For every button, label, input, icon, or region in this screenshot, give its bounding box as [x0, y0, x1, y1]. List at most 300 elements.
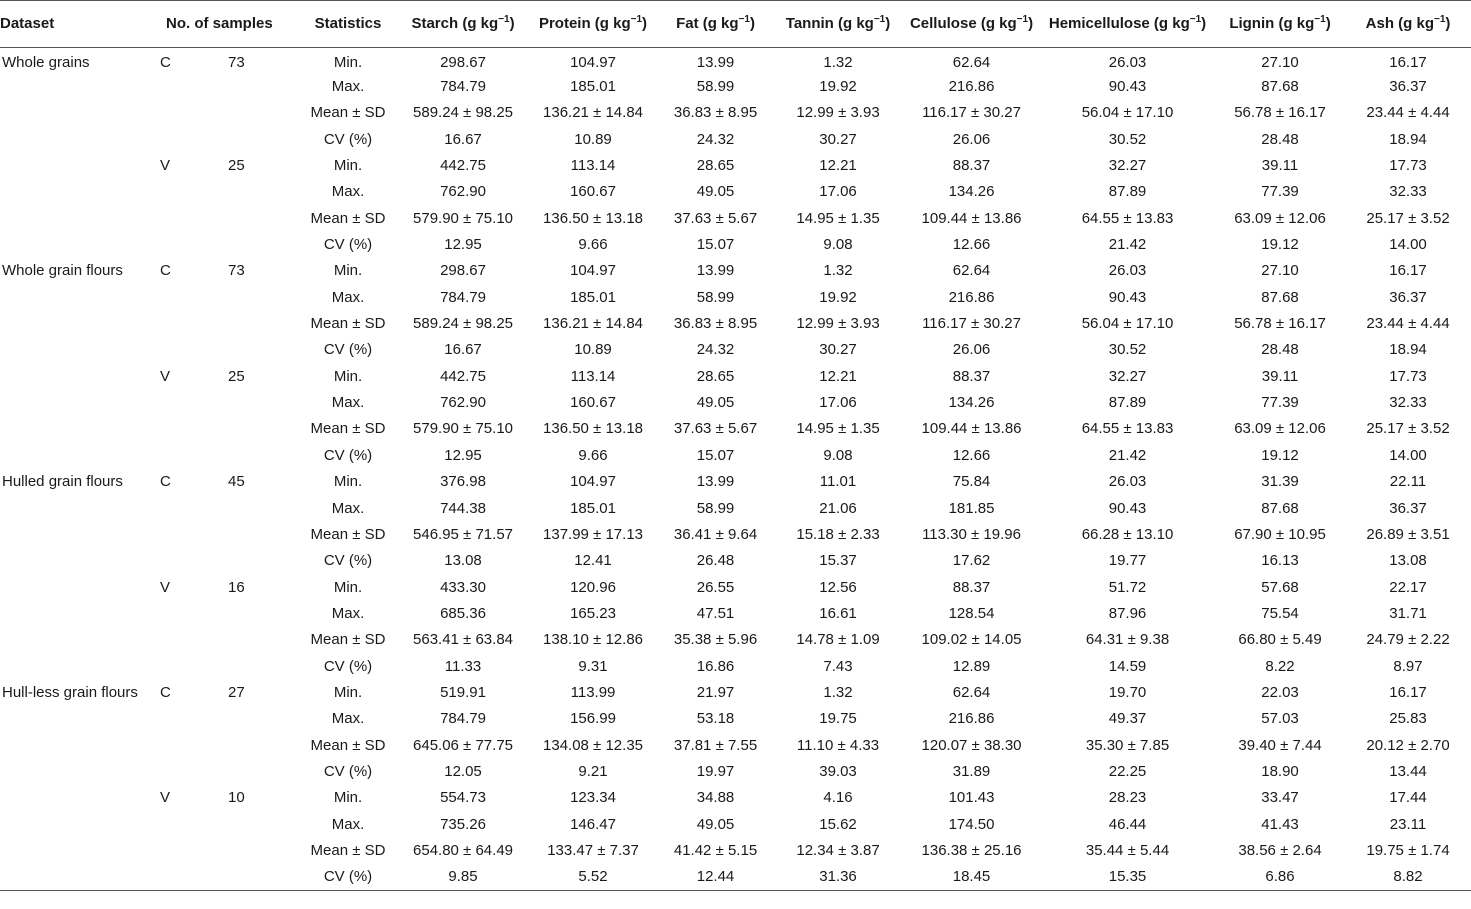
- hemicellulose-value-cell: 64.31 ± 9.38: [1085, 631, 1170, 649]
- tannin-value-cell: 14.78 ± 1.09: [796, 631, 880, 649]
- samples-cell: [198, 758, 298, 784]
- protein-value-cell: 133.47 ± 7.37: [547, 841, 639, 859]
- fat-value-cell: 58.99: [696, 288, 735, 306]
- hemicellulose-value-cell: 56.04 ± 17.10: [1081, 315, 1174, 333]
- header-statistics: Statistics: [298, 1, 398, 47]
- fat-value-cell: 49.05: [696, 815, 735, 833]
- statistic-cell: CV (%): [323, 657, 373, 675]
- lignin-value-cell: 41.43: [1261, 815, 1299, 833]
- cellulose-value-cell: 62.64: [952, 262, 991, 280]
- dataset-cell: [0, 310, 150, 336]
- samples-cell: [198, 310, 298, 336]
- header-cellulose: Cellulose (g $kg^{-1}$): [903, 1, 1040, 47]
- protein-value-cell: 123.34: [570, 789, 616, 807]
- ash-value-cell: 23.44 ± 4.44: [1366, 315, 1450, 333]
- hemicellulose-value-cell: 46.44: [1108, 815, 1147, 833]
- cellulose-value-cell: 134.26: [948, 394, 995, 412]
- group-cell: [150, 600, 198, 626]
- ash-value-cell: 13.08: [1389, 552, 1427, 570]
- samples-cell: [198, 706, 298, 732]
- samples-cell: [198, 627, 298, 653]
- dataset-cell: Whole grain flours: [2, 262, 123, 280]
- hemicellulose-value-cell: 19.77: [1108, 552, 1147, 570]
- ash-value-cell: 32.33: [1389, 183, 1427, 201]
- lignin-value-cell: 39.11: [1261, 157, 1299, 175]
- starch-value-cell: 442.75: [440, 157, 486, 175]
- tannin-value-cell: 39.03: [819, 762, 857, 780]
- statistic-cell: Min.: [333, 54, 363, 72]
- statistic-cell: Min.: [333, 683, 363, 701]
- dataset-cell: [0, 152, 150, 178]
- dataset-cell: [0, 495, 150, 521]
- statistic-cell: Max.: [331, 499, 365, 517]
- header-tannin: Tannin (g $kg^{-1}$): [773, 1, 903, 47]
- fat-value-cell: 37.63 ± 5.67: [673, 420, 758, 438]
- fat-value-cell: 21.97: [696, 683, 735, 701]
- table-row: [0, 152, 1471, 178]
- samples-cell: [198, 521, 298, 547]
- group-cell: V: [160, 157, 171, 175]
- table-row: [0, 679, 1471, 705]
- lignin-value-cell: 28.48: [1261, 341, 1299, 359]
- ash-value-cell: 17.73: [1389, 157, 1427, 175]
- fat-value-cell: 37.81 ± 7.55: [673, 736, 758, 754]
- table-row: [0, 653, 1471, 679]
- fat-value-cell: 13.99: [696, 54, 735, 72]
- cellulose-value-cell: 181.85: [948, 499, 995, 517]
- fat-value-cell: 13.99: [696, 473, 735, 491]
- protein-value-cell: 12.41: [574, 552, 612, 570]
- group-cell: [150, 627, 198, 653]
- protein-value-cell: 136.21 ± 14.84: [543, 315, 643, 333]
- protein-value-cell: 185.01: [570, 78, 616, 96]
- hemicellulose-value-cell: 64.55 ± 13.83: [1081, 209, 1174, 227]
- ash-value-cell: 25.17 ± 3.52: [1366, 209, 1450, 227]
- table-row: [0, 600, 1471, 626]
- statistic-cell: Max.: [331, 288, 365, 306]
- group-cell: [150, 231, 198, 257]
- cellulose-value-cell: 109.44 ± 13.86: [921, 420, 1022, 438]
- protein-value-cell: 160.67: [570, 394, 616, 412]
- fat-value-cell: 47.51: [696, 604, 735, 622]
- lignin-value-cell: 33.47: [1261, 789, 1299, 807]
- cellulose-value-cell: 62.64: [952, 54, 991, 72]
- lignin-value-cell: 56.78 ± 16.17: [1234, 104, 1326, 122]
- ash-value-cell: 36.37: [1389, 288, 1427, 306]
- ash-value-cell: 8.97: [1393, 657, 1423, 675]
- samples-cell: [198, 837, 298, 863]
- protein-value-cell: 156.99: [570, 710, 616, 728]
- hemicellulose-value-cell: 66.28 ± 13.10: [1081, 525, 1174, 543]
- protein-value-cell: 146.47: [570, 815, 616, 833]
- protein-value-cell: 160.67: [570, 183, 616, 201]
- hemicellulose-value-cell: 64.55 ± 13.83: [1081, 420, 1174, 438]
- protein-value-cell: 5.52: [578, 868, 608, 886]
- lignin-value-cell: 56.78 ± 16.17: [1234, 315, 1326, 333]
- statistic-cell: CV (%): [323, 130, 373, 148]
- ash-value-cell: 19.75 ± 1.74: [1366, 841, 1450, 859]
- dataset-cell: Hull-less grain flours: [2, 683, 138, 701]
- starch-value-cell: 579.90 ± 75.10: [413, 420, 513, 438]
- protein-value-cell: 136.21 ± 14.84: [543, 104, 643, 122]
- tannin-value-cell: 19.92: [819, 78, 857, 96]
- hemicellulose-value-cell: 32.27: [1108, 367, 1147, 385]
- dataset-cell: [0, 100, 150, 126]
- statistic-cell: CV (%): [323, 868, 373, 886]
- starch-value-cell: 16.67: [444, 130, 482, 148]
- dataset-cell: [0, 548, 150, 574]
- group-cell: [150, 389, 198, 415]
- hemicellulose-value-cell: 56.04 ± 17.10: [1081, 104, 1174, 122]
- tannin-value-cell: 12.99 ± 3.93: [796, 315, 880, 333]
- tannin-value-cell: 12.21: [819, 157, 857, 175]
- group-cell: [150, 126, 198, 152]
- group-cell: [150, 548, 198, 574]
- ash-value-cell: 25.17 ± 3.52: [1366, 420, 1450, 438]
- dataset-cell: [0, 337, 150, 363]
- starch-value-cell: 519.91: [440, 683, 486, 701]
- ash-value-cell: 13.44: [1389, 762, 1427, 780]
- group-cell: [150, 179, 198, 205]
- protein-value-cell: 185.01: [570, 499, 616, 517]
- starch-value-cell: 589.24 ± 98.25: [413, 104, 513, 122]
- hemicellulose-value-cell: 87.89: [1108, 394, 1147, 412]
- protein-value-cell: 113.14: [570, 367, 616, 385]
- group-cell: C: [160, 54, 171, 72]
- table-body: [0, 47, 1471, 890]
- statistic-cell: Mean ± SD: [310, 104, 386, 122]
- group-cell: C: [160, 473, 171, 491]
- ash-value-cell: 26.89 ± 3.51: [1366, 525, 1450, 543]
- samples-cell: [198, 442, 298, 468]
- starch-value-cell: 16.67: [444, 341, 482, 359]
- group-cell: [150, 205, 198, 231]
- tannin-value-cell: 14.95 ± 1.35: [796, 209, 880, 227]
- hemicellulose-value-cell: 19.70: [1108, 683, 1147, 701]
- cellulose-value-cell: 109.44 ± 13.86: [921, 209, 1022, 227]
- table-row: [0, 706, 1471, 732]
- dataset-cell: [0, 416, 150, 442]
- dataset-cell: [0, 389, 150, 415]
- tannin-value-cell: 12.56: [819, 578, 857, 596]
- group-cell: C: [160, 683, 171, 701]
- group-cell: [150, 837, 198, 863]
- hemicellulose-value-cell: 30.52: [1108, 341, 1147, 359]
- protein-value-cell: 104.97: [570, 262, 616, 280]
- cellulose-value-cell: 134.26: [948, 183, 995, 201]
- dataset-cell: [0, 837, 150, 863]
- lignin-value-cell: 31.39: [1261, 473, 1299, 491]
- hemicellulose-value-cell: 26.03: [1108, 54, 1147, 72]
- table-row: [0, 231, 1471, 257]
- table-row: [0, 310, 1471, 336]
- protein-value-cell: 9.31: [578, 657, 608, 675]
- samples-cell: 27: [228, 683, 245, 701]
- starch-value-cell: 735.26: [440, 815, 486, 833]
- samples-cell: [198, 205, 298, 231]
- samples-cell: [198, 100, 298, 126]
- starch-value-cell: 11.33: [444, 657, 482, 675]
- table-row: [0, 442, 1471, 468]
- protein-value-cell: 9.66: [578, 446, 608, 464]
- lignin-value-cell: 39.40 ± 7.44: [1238, 736, 1322, 754]
- dataset-cell: [0, 627, 150, 653]
- group-cell: [150, 811, 198, 837]
- tannin-value-cell: 12.34 ± 3.87: [796, 841, 880, 859]
- lignin-value-cell: 39.11: [1261, 367, 1299, 385]
- group-cell: [150, 706, 198, 732]
- group-cell: [150, 732, 198, 758]
- samples-cell: [198, 416, 298, 442]
- table-row: [0, 258, 1471, 284]
- tannin-value-cell: 17.06: [819, 394, 857, 412]
- tannin-value-cell: 1.32: [823, 683, 853, 701]
- statistic-cell: Min.: [333, 789, 363, 807]
- header-protein: Protein (g $kg^{-1}$): [528, 1, 658, 47]
- tannin-value-cell: 19.92: [819, 288, 857, 306]
- table-row: [0, 47, 1471, 73]
- table-row: [0, 337, 1471, 363]
- lignin-value-cell: 66.80 ± 5.49: [1238, 631, 1322, 649]
- cellulose-value-cell: 18.45: [952, 868, 991, 886]
- tannin-value-cell: 15.62: [819, 815, 857, 833]
- statistic-cell: CV (%): [323, 341, 373, 359]
- starch-value-cell: 589.24 ± 98.25: [413, 315, 513, 333]
- statistic-cell: Min.: [333, 157, 363, 175]
- ash-value-cell: 23.11: [1389, 815, 1427, 833]
- lignin-value-cell: 19.12: [1261, 446, 1299, 464]
- tannin-value-cell: 17.06: [819, 183, 857, 201]
- ash-value-cell: 23.44 ± 4.44: [1366, 104, 1450, 122]
- group-cell: [150, 442, 198, 468]
- fat-value-cell: 37.63 ± 5.67: [673, 209, 758, 227]
- cellulose-value-cell: 88.37: [952, 367, 991, 385]
- header-hemicellulose: Hemicellulose (g $kg^{-1}$): [1040, 1, 1215, 47]
- dataset-cell: [0, 811, 150, 837]
- samples-cell: 73: [228, 54, 245, 72]
- table-row: [0, 864, 1471, 890]
- ash-value-cell: 18.94: [1389, 130, 1427, 148]
- cellulose-value-cell: 17.62: [952, 552, 991, 570]
- tannin-value-cell: 30.27: [819, 130, 857, 148]
- dataset-cell: Hulled grain flours: [2, 473, 123, 491]
- hemicellulose-value-cell: 30.52: [1108, 130, 1147, 148]
- starch-value-cell: 442.75: [440, 367, 486, 385]
- ash-value-cell: 22.17: [1389, 578, 1427, 596]
- table-row: [0, 284, 1471, 310]
- hemicellulose-value-cell: 90.43: [1108, 499, 1147, 517]
- lignin-value-cell: 75.54: [1261, 604, 1299, 622]
- table-row: [0, 126, 1471, 152]
- table-row: [0, 389, 1471, 415]
- fat-value-cell: 15.07: [696, 236, 735, 254]
- tannin-value-cell: 7.43: [823, 657, 853, 675]
- statistic-cell: CV (%): [323, 762, 373, 780]
- lignin-value-cell: 77.39: [1261, 394, 1299, 412]
- ash-value-cell: 36.37: [1389, 78, 1427, 96]
- lignin-value-cell: 16.13: [1261, 552, 1299, 570]
- cellulose-value-cell: 128.54: [948, 604, 995, 622]
- group-cell: C: [160, 262, 171, 280]
- lignin-value-cell: 38.56 ± 2.64: [1238, 841, 1322, 859]
- table-row: [0, 521, 1471, 547]
- ash-value-cell: 16.17: [1389, 54, 1427, 72]
- protein-value-cell: 104.97: [570, 54, 616, 72]
- statistic-cell: Min.: [333, 578, 363, 596]
- ash-value-cell: 16.17: [1389, 262, 1427, 280]
- lignin-value-cell: 57.68: [1261, 578, 1299, 596]
- cellulose-value-cell: 88.37: [952, 578, 991, 596]
- dataset-cell: [0, 205, 150, 231]
- lignin-value-cell: 8.22: [1265, 657, 1295, 675]
- cellulose-value-cell: 12.89: [952, 657, 991, 675]
- group-cell: [150, 310, 198, 336]
- lignin-value-cell: 6.86: [1265, 868, 1295, 886]
- statistic-cell: Max.: [331, 78, 365, 96]
- lignin-value-cell: 67.90 ± 10.95: [1234, 525, 1326, 543]
- group-cell: V: [160, 789, 171, 807]
- hemicellulose-value-cell: 15.35: [1108, 868, 1147, 886]
- starch-value-cell: 12.05: [444, 762, 482, 780]
- samples-cell: [198, 389, 298, 415]
- table-row: [0, 100, 1471, 126]
- table-row: [0, 205, 1471, 231]
- cellulose-value-cell: 136.38 ± 25.16: [921, 841, 1022, 859]
- tannin-value-cell: 12.21: [819, 367, 857, 385]
- fat-value-cell: 53.18: [696, 710, 735, 728]
- table-row: [0, 837, 1471, 863]
- header-starch: Starch (g $kg^{-1}$): [398, 1, 528, 47]
- cellulose-value-cell: 101.43: [948, 789, 995, 807]
- statistic-cell: CV (%): [323, 236, 373, 254]
- lignin-value-cell: 22.03: [1261, 683, 1299, 701]
- protein-value-cell: 120.96: [570, 578, 616, 596]
- fat-value-cell: 58.99: [696, 499, 735, 517]
- fat-value-cell: 28.65: [696, 367, 735, 385]
- ash-value-cell: 16.17: [1389, 683, 1427, 701]
- table-row: [0, 179, 1471, 205]
- protein-value-cell: 134.08 ± 12.35: [543, 736, 643, 754]
- starch-value-cell: 12.95: [444, 446, 482, 464]
- statistic-cell: Mean ± SD: [310, 631, 386, 649]
- dataset-cell: [0, 231, 150, 257]
- lignin-value-cell: 87.68: [1261, 78, 1299, 96]
- statistic-cell: Min.: [333, 367, 363, 385]
- fat-value-cell: 36.83 ± 8.95: [673, 104, 758, 122]
- group-cell: [150, 758, 198, 784]
- dataset-cell: [0, 864, 150, 890]
- tannin-value-cell: 15.37: [819, 552, 857, 570]
- table-row: [0, 548, 1471, 574]
- fat-value-cell: 28.65: [696, 157, 735, 175]
- cellulose-value-cell: 109.02 ± 14.05: [921, 631, 1022, 649]
- starch-value-cell: 433.30: [440, 578, 486, 596]
- hemicellulose-value-cell: 35.30 ± 7.85: [1085, 736, 1170, 754]
- tannin-value-cell: 4.16: [823, 789, 853, 807]
- header-dataset: Dataset: [0, 1, 150, 47]
- cellulose-value-cell: 88.37: [952, 157, 991, 175]
- lignin-value-cell: 87.68: [1261, 288, 1299, 306]
- fat-value-cell: 49.05: [696, 183, 735, 201]
- hemicellulose-value-cell: 49.37: [1108, 710, 1147, 728]
- statistic-cell: CV (%): [323, 446, 373, 464]
- cellulose-value-cell: 12.66: [952, 236, 991, 254]
- dataset-cell: [0, 785, 150, 811]
- hemicellulose-value-cell: 21.42: [1108, 236, 1147, 254]
- statistic-cell: Mean ± SD: [310, 525, 386, 543]
- samples-cell: 10: [228, 789, 245, 807]
- table-row: [0, 416, 1471, 442]
- hemicellulose-value-cell: 28.23: [1108, 789, 1147, 807]
- tannin-value-cell: 15.18 ± 2.33: [796, 525, 880, 543]
- header-samples: No. of samples: [150, 1, 298, 47]
- table-row: [0, 732, 1471, 758]
- ash-value-cell: 20.12 ± 2.70: [1366, 736, 1450, 754]
- cellulose-value-cell: 75.84: [952, 473, 991, 491]
- tannin-value-cell: 14.95 ± 1.35: [796, 420, 880, 438]
- samples-cell: [198, 548, 298, 574]
- tannin-value-cell: 16.61: [819, 604, 857, 622]
- header-lignin: Lignin (g $kg^{-1}$): [1215, 1, 1345, 47]
- dataset-cell: [0, 363, 150, 389]
- protein-value-cell: 165.23: [570, 604, 616, 622]
- lignin-value-cell: 27.10: [1261, 262, 1299, 280]
- starch-value-cell: 579.90 ± 75.10: [413, 209, 513, 227]
- statistic-cell: Max.: [331, 815, 365, 833]
- dataset-cell: [0, 600, 150, 626]
- tannin-value-cell: 30.27: [819, 341, 857, 359]
- cellulose-value-cell: 62.64: [952, 683, 991, 701]
- group-cell: [150, 100, 198, 126]
- group-cell: [150, 73, 198, 99]
- tannin-value-cell: 9.08: [823, 236, 853, 254]
- fat-value-cell: 34.88: [696, 789, 735, 807]
- ash-value-cell: 24.79 ± 2.22: [1366, 631, 1450, 649]
- protein-value-cell: 10.89: [574, 130, 612, 148]
- fat-value-cell: 24.32: [696, 130, 735, 148]
- lignin-value-cell: 57.03: [1261, 710, 1299, 728]
- starch-value-cell: 554.73: [440, 789, 486, 807]
- tannin-value-cell: 11.10 ± 4.33: [796, 736, 880, 754]
- statistic-cell: Min.: [333, 473, 363, 491]
- protein-value-cell: 104.97: [570, 473, 616, 491]
- cellulose-value-cell: 174.50: [948, 815, 995, 833]
- tannin-value-cell: 31.36: [819, 868, 857, 886]
- dataset-cell: [0, 521, 150, 547]
- starch-value-cell: 9.85: [448, 868, 478, 886]
- protein-value-cell: 137.99 ± 17.13: [543, 525, 643, 543]
- hemicellulose-value-cell: 26.03: [1108, 473, 1147, 491]
- fat-value-cell: 49.05: [696, 394, 735, 412]
- lignin-value-cell: 28.48: [1261, 130, 1299, 148]
- starch-value-cell: 762.90: [440, 183, 486, 201]
- lignin-value-cell: 77.39: [1261, 183, 1299, 201]
- ash-value-cell: 22.11: [1389, 473, 1427, 491]
- group-cell: [150, 653, 198, 679]
- cellulose-value-cell: 26.06: [952, 341, 991, 359]
- ash-value-cell: 14.00: [1389, 446, 1427, 464]
- fat-value-cell: 16.86: [696, 657, 735, 675]
- table-row: [0, 785, 1471, 811]
- starch-value-cell: 762.90: [440, 394, 486, 412]
- samples-cell: [198, 73, 298, 99]
- table-row: [0, 73, 1471, 99]
- dataset-cell: [0, 442, 150, 468]
- starch-value-cell: 744.38: [440, 499, 486, 517]
- protein-value-cell: 136.50 ± 13.18: [543, 420, 643, 438]
- starch-value-cell: 784.79: [440, 710, 486, 728]
- hemicellulose-value-cell: 87.96: [1108, 604, 1147, 622]
